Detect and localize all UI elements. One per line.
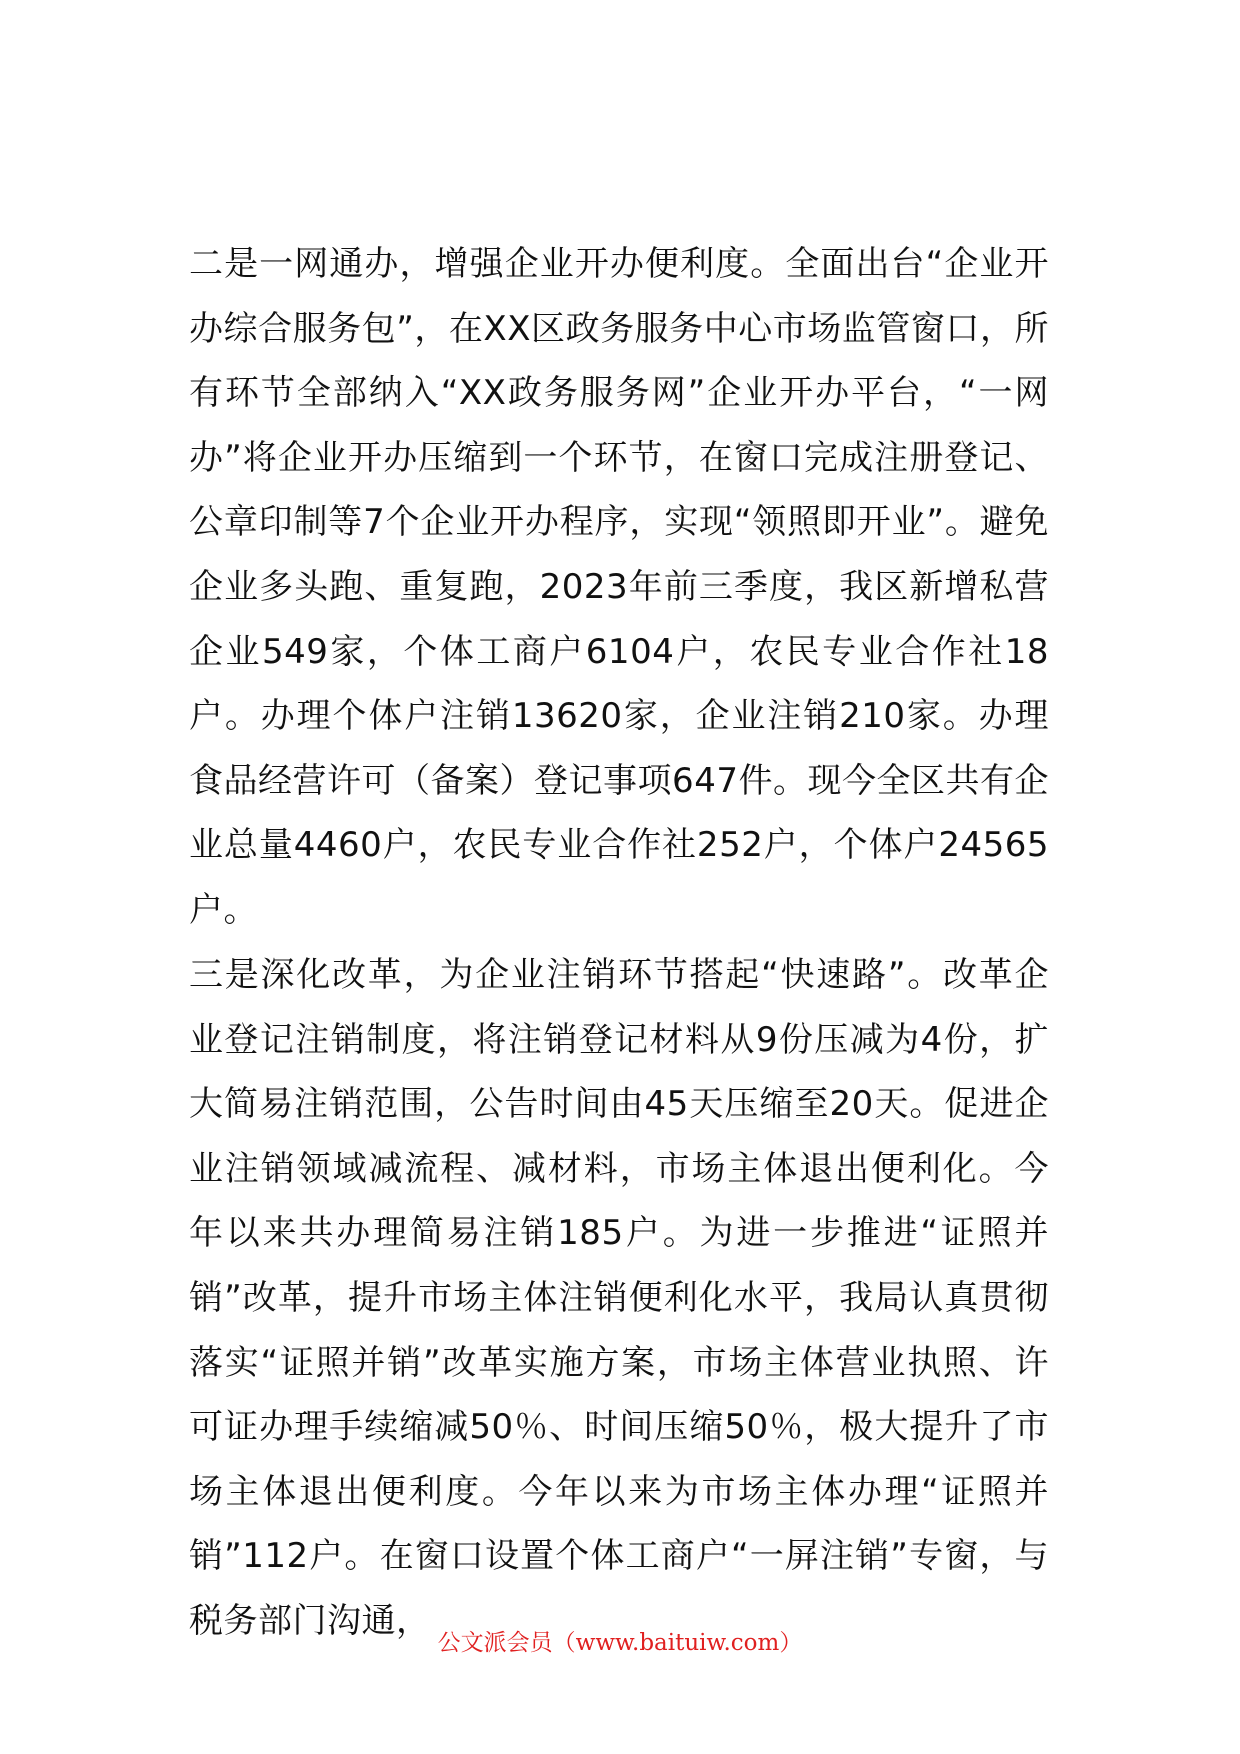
footer-watermark: 公文派会员（www.baituiw.com） bbox=[437, 1630, 803, 1656]
paragraph-one-network-service: 二是一网通办，增强企业开办便利度。全面出台“企业开办综合服务包”，在XX区政务服务中心市场监管窗口，所有环节全部纳入“XX政务服务网”企业开办平台，“一网办”将企业开办压缩到一个环节，在窗口完成注册登记、公章印制等7个企业开办程序，实现“领照即开业”。避免企业多头跑、重复跑，2023年前三季度，我区新增私营企业549家，个体工商户6104户，农民专业合作社18户。办理个体户注销13620家，企业注销210家。办理食品经营许可（备案）登记事项647件。现今全区共有企业总量4460户，农民专业合作社252户，个体户24565户。 bbox=[189, 244, 1049, 930]
paragraph-deepen-reform: 三是深化改革，为企业注销环节搭起“快速路”。改革企业登记注销制度，将注销登记材料从9份压减为4份，扩大简易注销范围，公告时间由45天压缩至20天。促进企业注销领域减流程、减材料，市场主体退出便利化。今年以来共办理简易注销185户。为进一步推进“证照并销”改革，提升市场主体注销便利化水平，我局认真贯彻落实“证照并销”改革实施方案，市场主体营业执照、许可证办理手续缩减50％、时间压缩50％，极大提升了市场主体退出便利度。今年以来为市场主体办理“证照并销”112户。在窗口设置个体工商户“一屏注销”专窗，与税务部门沟通， bbox=[189, 955, 1049, 1641]
